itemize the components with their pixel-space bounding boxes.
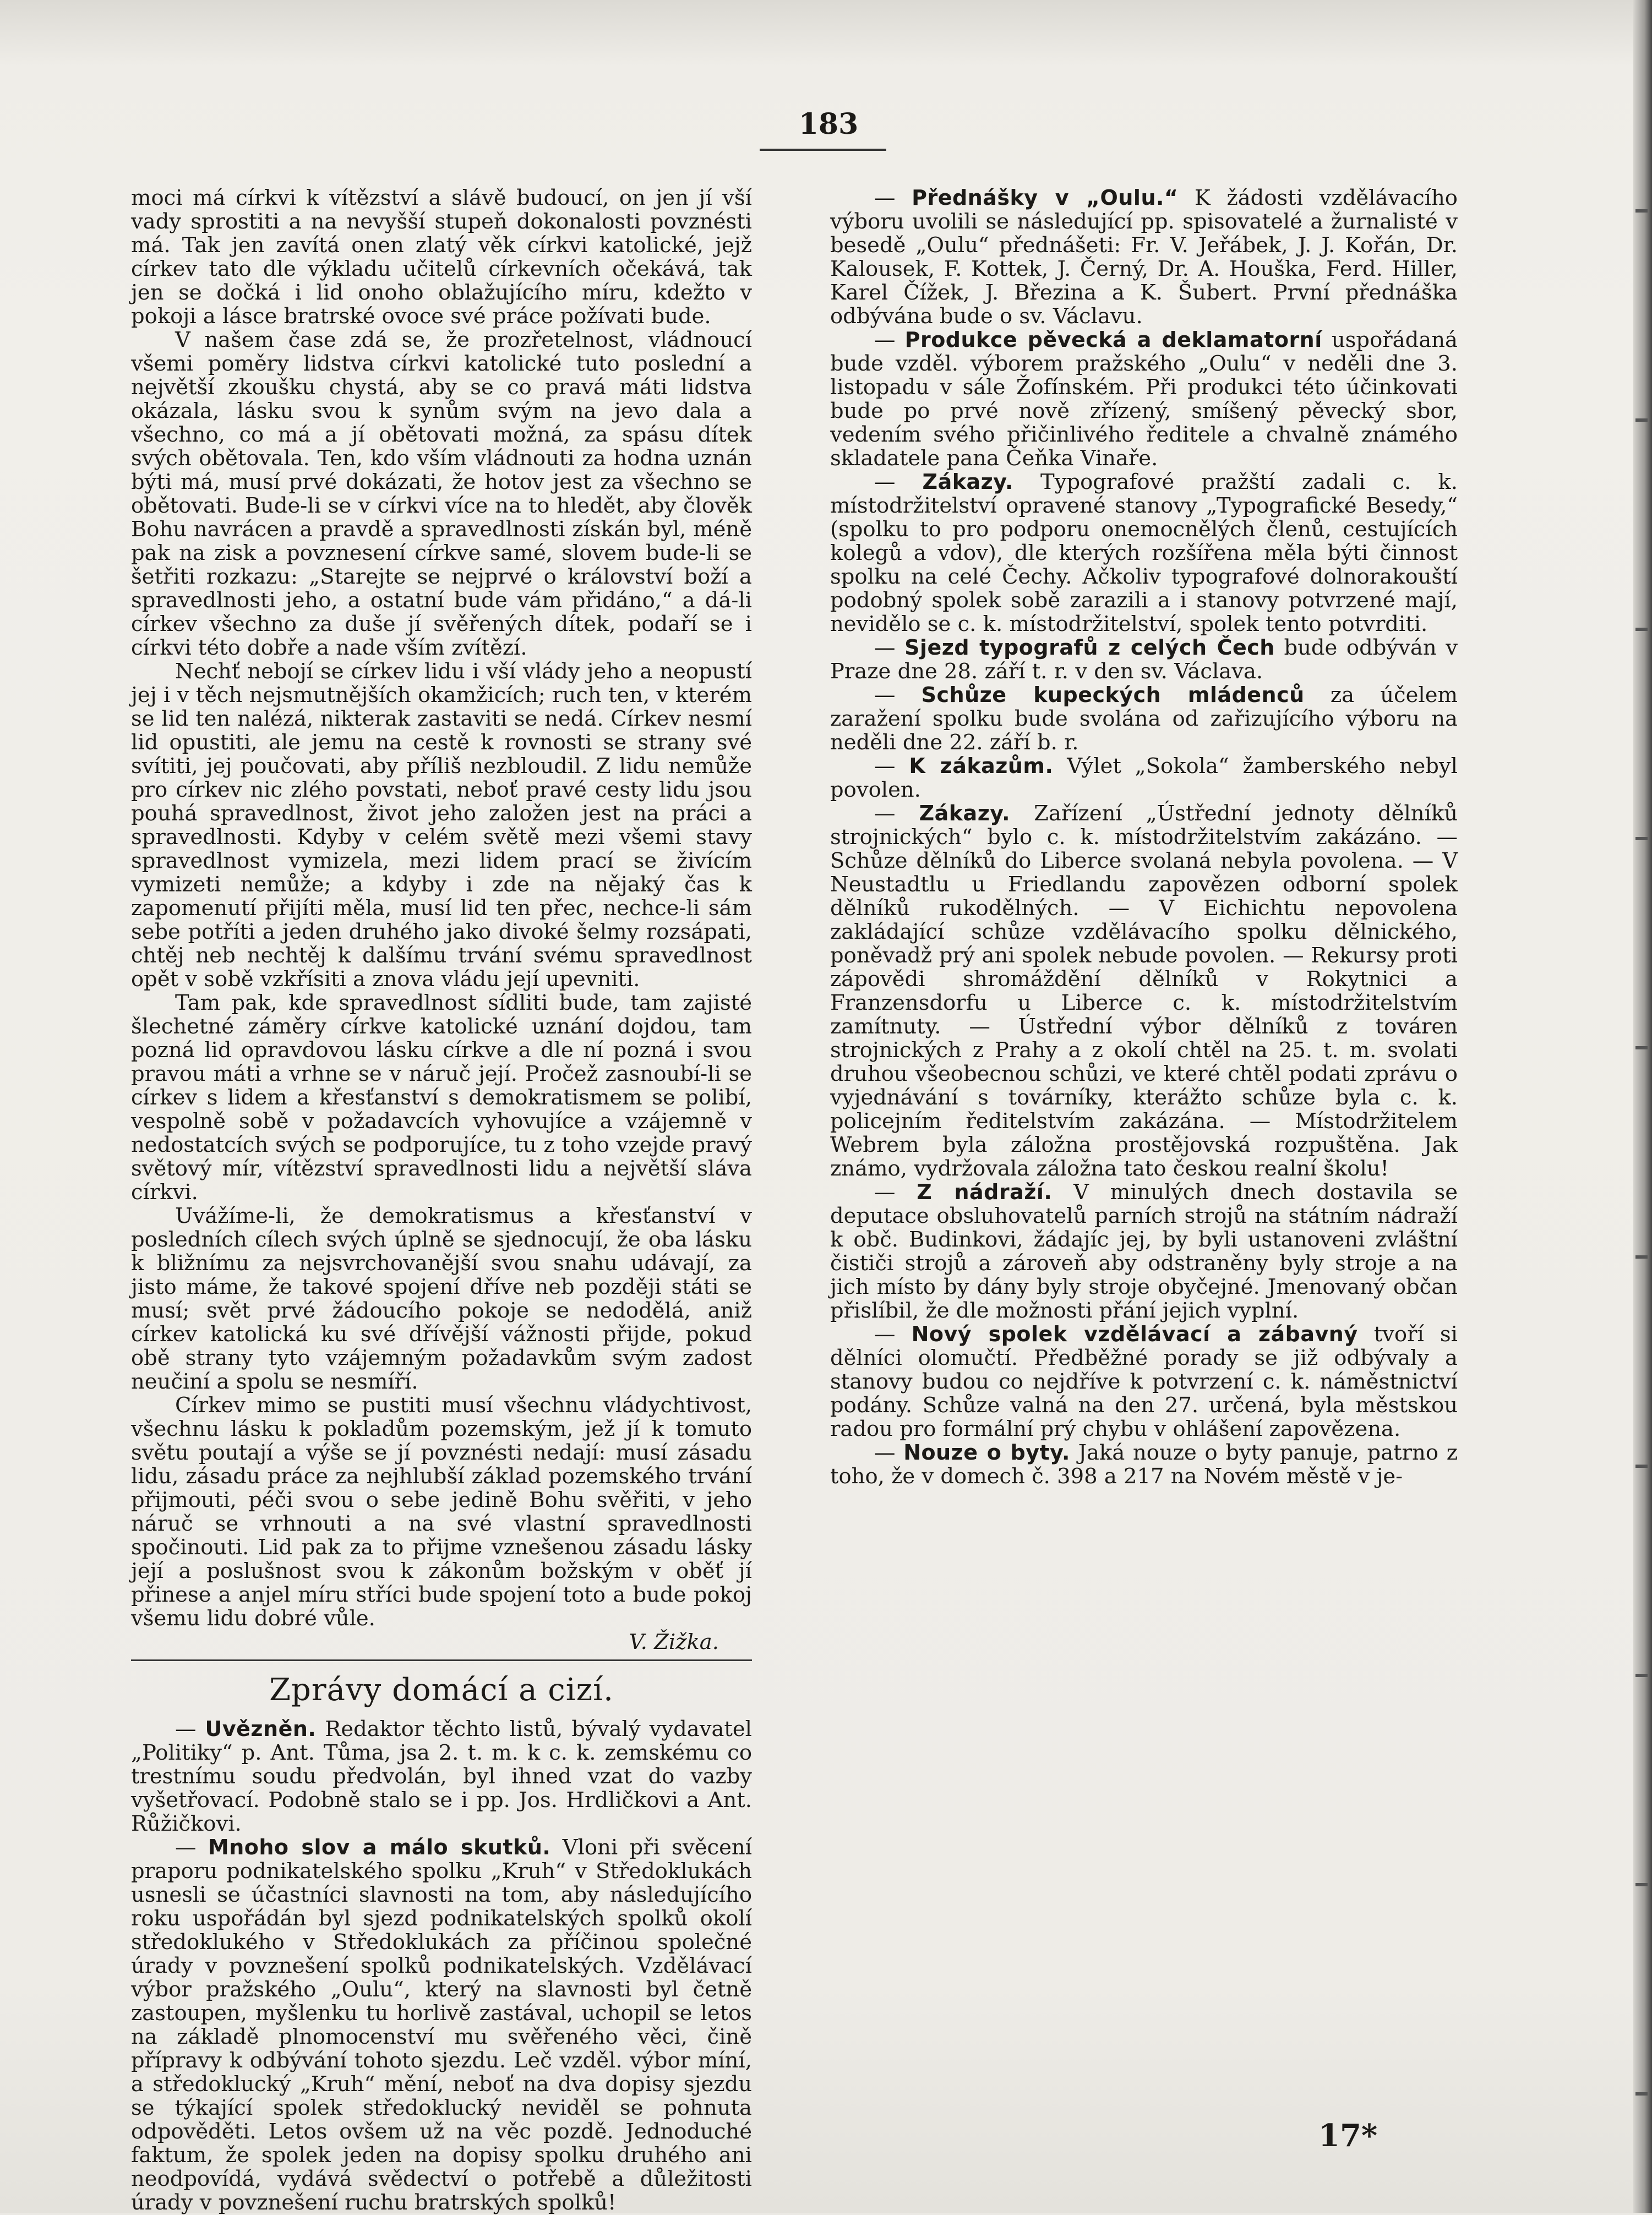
news-text: K žádosti vzdělávacího výboru uvolili se následující pp. spisovatelé a žurnalisté v besedě „Oulu“ přednášeti: Fr. V. Jeřábek, J. J. Kořán, Dr. Kalousek, F. Kottek, J. Černý, Dr. A. Houška, Ferd. Hiller, Karel Čížek, J. Březina a K. Šubert. První přednáška odbývána bude o sv. Václavu. bbox=[830, 186, 1458, 329]
news-headline: Uvězněn. bbox=[205, 1717, 317, 1741]
scan-edge bbox=[1633, 0, 1652, 2213]
news-item: — Z nádraží. V minulých dnech dostavila se deputace obsluhovatelů parních strojů na státním nádraží k obč. Budinkovi, žádajíc jej, by byli ustanoveni zvláštní čističi strojů a zároveň aby odstraněny byly stroje a na jich místo by dány byly stroje obyčejné. Jmenovaný občan přislíbil, že dle možnosti přání jejich vyplní. bbox=[830, 1180, 1458, 1323]
left-column bbox=[131, 186, 752, 2214]
paragraph: Nechť nebojí se církev lidu i vší vlády jeho a neopustí jej i v těch nejsmutnějších okamžicích; ruch ten, v kterém se lid ten nalézá, nikterak zastaviti se nedá. Církev nesmí lid opustiti, ale jemu na cestě k rovnosti se strany své svítiti, jej poučovati, aby příliš nezbloudil. Z lidu nemůže pro církev nic zlého povstati, neboť pravé cesty lidu jsou pouhá spravedlnost, život jeho založen jest na práci a spravedlnosti. Kdyby v celém světě mezi všemi stavy spravedlnost vymizela, mezi lidem prací se živícím vymizeti nemůže; a kdyby i zde na nějaký čas k zapomenutí přijíti měla, musí lid ten přec, nechce-li sám sebe potříti a jeden druhého jako divoké šelmy rozsápati, chtěj neb nechtěj k dalšímu trvání svému spravedlnost opět v sobě vzkřísiti a znova vládu její upevniti. bbox=[131, 659, 752, 992]
news-headline: Z nádraží. bbox=[917, 1180, 1053, 1204]
news-headline: Schůze kupeckých mládenců bbox=[921, 683, 1305, 707]
paragraph: V našem čase zdá se, že prozřetelnost, vládnoucí všemi poměry lidstva církvi katolické tuto poslední a největší zkoušku chystá, aby se co pravá máti lidstva okázala, lásku svou k synům svým na jevo dala a všechno, co má a jí obětovati možná, za spásu dítek svých obětovala. Ten, kdo vším vládnouti za hodna uznán býti má, musí prvé dokázati, že hotov jest za všechno se obětovati. Bude-li se v církvi více na to hledět, aby člověk Bohu navrácen a pravdě a spravedlnosti získán byl, méně pak na zisk a povznesení církve samé, slovem bude-li se šetřiti rozkazu: „Starejte se nejprvé o království boží a spravedlnosti jeho, a ostatní bude vám přidáno,“ a dá-li církev všechno za duše jí svěřených dítek, podaří se i církvi této dobře a nade vším zvítězí. bbox=[131, 328, 752, 660]
news-text: tvoří si dělníci olomučtí. Předběžné porady se již odbývaly a stanovy budou co nejdříve k potvrzení c. k. náměstnictví podány. Schůze valná na den 27. určená, byla městskou radou pro formální prý chybu v ohlášení zapovězena. bbox=[830, 1322, 1458, 1441]
sheet-signature: 17* bbox=[1318, 2118, 1378, 2154]
header-rule bbox=[760, 149, 886, 151]
news-item: — Schůze kupeckých mládenců za účelem zaražení spolku bude svolána od zařizujícího výboru na neděli dne 22. září b. r. bbox=[830, 683, 1458, 755]
news-text: Jaká nouze o byty panuje, patrno z toho, že v domech č. 398 a 217 na Novém městě v je- bbox=[830, 1440, 1458, 1489]
paragraph: Tam pak, kde spravedlnost sídliti bude, tam zajisté šlechetné záměry církve katolické uznání dojdou, tam pozná lid opravdovou lásku církve a dle ní pozná i svou pravou máti a vrhne se v náruč její. Pročež zasnoubí-li se církev s lidem a křesťanství s demokratismem se polibí, vespolně sobě v požadavcích vyhovujíce a vzájemně v nedostatcích svých se podporujíce, tu z toho vzejde pravý světový mír, vítězství spravedlnosti lidu a největší sláva církvi. bbox=[131, 991, 752, 1205]
paragraph: Uvážíme-li, že demokratismus a křesťanství v posledních cílech svých úplně se sjednocují, že oba lásku k bližnímu za nejsvrchovanější svou snahu udávají, za jisto máme, že takové spojení dříve neb později státi se musí; svět prvé žádoucího pokoje se nedodělá, aniž církev katolická ku své dřívější vážnosti přijde, pokud obě strany tyto vzájemným požadavkům svým zadost neučiní a spolu se nesmíří. bbox=[131, 1204, 752, 1394]
news-headline: Zákazy. bbox=[919, 801, 1011, 825]
news-headline: Produkce pěvecká a deklamatorní bbox=[904, 328, 1322, 352]
news-item: — Nouze o byty. Jaká nouze o byty panuje, patrno z toho, že v domech č. 398 a 217 na Novém městě v je- bbox=[830, 1440, 1458, 1489]
paragraph: moci má církvi k vítězství a slávě budoucí, on jen jí vší vady sprostiti a na nevyšší stupeň dokonalosti povznésti má. Tak jen zavítá onen zlatý věk církvi katolické, jejž církev tato dle výkladu učitelů církevních očekává, tak jen se dočká i lid onoho oblažujícího míru, kdežto v pokoji a lásce bratrské ovoce své práce požívati bude. bbox=[131, 186, 752, 329]
news-text: uspořádaná bude vzděl. výborem pražského „Oulu“ v neděli dne 3. listopadu v sále Žofínském. Při produkci této účinkovati bude po prvé nově zřízený, smíšený pěvecký sbor, vedením svého přičinlivého ředitele a chvalně známého skladatele pana Čeňka Vinaře. bbox=[830, 328, 1458, 471]
news-text: za účelem zaražení spolku bude svolána od zařizujícího výboru na neděli dne 22. září b. r. bbox=[830, 683, 1458, 755]
news-item: — Zákazy. Typografové pražští zadali c. k. místodržitelství opravené stanovy „Typografické Besedy,“ (spolku to pro podporu onemocnělých členů, cestujících kolegů a vdov), dle kterých rozšířena měla býti činnost spolku na celé Čechy. Ačkoliv typografové dolnorakouští podobný spolek sobě zarazili a i stanovy potvrzené mají, nevidělo se c. k. místodržitelství, spolek tento potvrditi. bbox=[830, 470, 1458, 636]
news-text: Zařízení „Ústřední jednoty dělníků strojnických“ bylo c. k. místodržitelstvím zakázáno. — Schůze dělníků do Liberce svolaná nebyla povolena. — V Neustadtlu u Friedlandu zapovězen odborní spolek dělníků rukodělných. — V Eichichtu nepovolena zakládající schůze vzdělávacího spolku dělnického, poněvadž prý ani spolek nebude povolen. — Rekursy proti zápovědi shromáždění dělníků v Rokytnici a Franzensdorfu u Liberce c. k. místodržitelstvím zamítnuty. — Ústřední výbor dělníků z továren strojnických z Prahy a z okolí chtěl na 25. t. m. svolati druhou všeobecnou schůzi, ve které chtěl podati zprávu o vyjednávání s továrníky, kterážto schůze byla c. k. policejním ředitelstvím zakázána. — Místodržitelem Webrem byla záložna prostějovská rozpuštěna. Jak známo, vydržovala záložna tato českou realní školu! bbox=[830, 801, 1458, 1181]
news-headline: Přednášky v „Oulu.“ bbox=[912, 186, 1179, 210]
news-item: — Uvězněn. Redaktor těchto listů, bývalý vydavatel „Politiky“ p. Ant. Tůma, jsa 2. t. m. k c. k. zemskému co trestnímu soudu předvolán, byl ihned vzat do vazby vyšetřovací. Podobně stalo se i pp. Jos. Hrdličkovi a Ant. Růžičkovi. bbox=[131, 1717, 752, 1836]
news-text: Vloni při svěcení praporu podnikatelského spolku „Kruh“ v Středoklukách usnesli se účastníci slavnosti na tom, aby následujícího roku uspořádán byl sjezd podnikatelských spolků okolí středoklukého v Středoklukách za příčinou společné úrady v povznešení spolků podnikatelských. Vzdělávací výbor pražského „Oulu“, který na slavnosti byl četně zastoupen, myšlenku tu horlivě zastával, uchopil se letos na základě plnomocenství mu svěřeného věci, čině přípravy k odbývání tohoto sjezdu. Leč vzděl. výbor míní, a středoklucký „Kruh“ mění, neboť na dva dopisy sjezdu se týkající spolek středoklucký neviděl se pohnuta odpověděti. Letos ovšem už na věc pozdě. Jednoduché faktum, že spolek jeden na dopisy spolku druhého ani neodpovídá, vydává svědectví o potřebě a důležitosti úrady v povznešení ruchu bratrských spolků! bbox=[131, 1835, 752, 2215]
news-headline: Sjezd typografů z celých Čech bbox=[904, 635, 1275, 660]
news-text: Typografové pražští zadali c. k. místodržitelství opravené stanovy „Typografické Besedy,“ (spolku to pro podporu onemocnělých členů, cestujících kolegů a vdov), dle kterých rozšířena měla býti činnost spolku na celé Čechy. Ačkoliv typografové dolnorakouští podobný spolek sobě zarazili a i stanovy potvrzené mají, nevidělo se c. k. místodržitelství, spolek tento potvrditi. bbox=[830, 470, 1458, 636]
news-item: — K zákazům. Výlet „Sokola“ žamberského nebyl povolen. bbox=[830, 754, 1458, 802]
section-divider bbox=[131, 1659, 752, 1661]
news-headline: Zákazy. bbox=[922, 470, 1013, 494]
news-text: Redaktor těchto listů, bývalý vydavatel „Politiky“ p. Ant. Tůma, jsa 2. t. m. k c. k. zemskému co trestnímu soudu předvolán, byl ihned vzat do vazby vyšetřovací. Podobně stalo se i pp. Jos. Hrdličkovi a Ant. Růžičkovi. bbox=[131, 1717, 752, 1836]
news-item: — Nový spolek vzdělávací a zábavný tvoří si dělníci olomučtí. Předběžné porady se již odbývaly a stanovy budou co nejdříve k potvrzení c. k. náměstnictví podány. Schůze valná na den 27. určená, byla městskou radou pro formální prý chybu v ohlášení zapovězena. bbox=[830, 1322, 1458, 1441]
author-signature: V. Žižka. bbox=[629, 1630, 719, 1655]
section-title: Zprávy domácí a cizí. bbox=[269, 1672, 614, 1708]
news-item: — Mnoho slov a málo skutků. Vloni při svěcení praporu podnikatelského spolku „Kruh“ v Středoklukách usnesli se účastníci slavnosti na tom, aby následujícího roku uspořádán byl sjezd podnikatelských spolků okolí středoklukého v Středoklukách za příčinou společné úrady v povznešení spolků podnikatelských. Vzdělávací výbor pražského „Oulu“, který na slavnosti byl četně zastoupen, myšlenku tu horlivě zastával, uchopil se letos na základě plnomocenství mu svěřeného věci, čině přípravy k odbývání tohoto sjezdu. Leč vzděl. výbor míní, a středoklucký „Kruh“ mění, neboť na dva dopisy sjezdu se týkající spolek středoklucký neviděl se pohnuta odpověděti. Letos ovšem už na věc pozdě. Jednoduché faktum, že spolek jeden na dopisy spolku druhého ani neodpovídá, vydává svědectví o potřebě a důležitosti úrady v povznešení ruchu bratrských spolků! bbox=[131, 1835, 752, 2215]
right-column bbox=[830, 186, 1458, 1488]
news-text: Výlet „Sokola“ žamberského nebyl povolen. bbox=[830, 754, 1458, 802]
paragraph: Církev mimo se pustiti musí všechnu vládychtivost, všechnu lásku k pokladům pozemským, jež jí k tomuto světu poutají a výše se jí povznésti nedají: musí zásadu lidu, zásadu práce za nejhlubší základ pozemského trvání přijmouti, péči svou o sebe jedině Bohu svěřiti, v jeho náruč se vrhnouti a na své vlastní spravedlnosti spočinouti. Lid pak za to přijme vznešenou zásadu lásky její a poslušnost svou k zákonům božským v oběť jí přinese a anjel míru stříci bude spojení toto a bude pokoj všemu lidu dobré vůle. bbox=[131, 1393, 752, 1631]
news-item: — Sjezd typografů z celých Čech bude odbýván v Praze dne 28. září t. r. v den sv. Václava. bbox=[830, 635, 1458, 684]
news-headline: K zákazům. bbox=[909, 754, 1054, 778]
news-text: bude odbýván v Praze dne 28. září t. r. v den sv. Václava. bbox=[830, 635, 1458, 684]
news-item: — Zákazy. Zařízení „Ústřední jednoty dělníků strojnických“ bylo c. k. místodržitelstvím zakázáno. — Schůze dělníků do Liberce svolaná nebyla povolena. — V Neustadtlu u Friedlandu zapovězen odborní spolek dělníků rukodělných. — V Eichichtu nepovolena zakládající schůze vzdělávacího spolku dělnického, poněvadž prý ani spolek nebude povolen. — Rekursy proti zápovědi shromáždění dělníků v Rokytnici a Franzensdorfu u Liberce c. k. místodržitelstvím zamítnuty. — Ústřední výbor dělníků z továren strojnických z Prahy a z okolí chtěl na 25. t. m. svolati druhou všeobecnou schůzi, ve které chtěl podati zprávu o vyjednávání s továrníky, kterážto schůze byla c. k. policejním ředitelstvím zakázána. — Místodržitelem Webrem byla záložna prostějovská rozpuštěna. Jak známo, vydržovala záložna tato českou realní školu! bbox=[830, 801, 1458, 1181]
news-item: — Přednášky v „Oulu.“ K žádosti vzdělávacího výboru uvolili se následující pp. spisovatelé a žurnalisté v besedě „Oulu“ přednášeti: Fr. V. Jeřábek, J. J. Kořán, Dr. Kalousek, F. Kottek, J. Černý, Dr. A. Houška, Ferd. Hiller, Karel Čížek, J. Březina a K. Šubert. První přednáška odbývána bude o sv. Václavu. bbox=[830, 186, 1458, 329]
news-headline: Mnoho slov a málo skutků. bbox=[208, 1835, 551, 1859]
news-text: V minulých dnech dostavila se deputace obsluhovatelů parních strojů na státním nádraží k obč. Budinkovi, žádajíc jej, by byli ustanoveni zvláštní čističi strojů a zároveň aby odstraněny byly stroje a na jich místo by dány byly stroje obyčejné. Jmenovaný občan přislíbil, že dle možnosti přání jejich vyplní. bbox=[830, 1180, 1458, 1323]
page-number: 183 bbox=[798, 107, 859, 141]
news-headline: Nouze o byty. bbox=[903, 1440, 1070, 1465]
news-item: — Produkce pěvecká a deklamatorní uspořádaná bude vzděl. výborem pražského „Oulu“ v neděli dne 3. listopadu v sále Žofínském. Při produkci této účinkovati bude po prvé nově zřízený, smíšený pěvecký sbor, vedením svého přičinlivého ředitele a chvalně známého skladatele pana Čeňka Vinaře. bbox=[830, 328, 1458, 471]
news-headline: Nový spolek vzdělávací a zábavný bbox=[911, 1322, 1358, 1346]
